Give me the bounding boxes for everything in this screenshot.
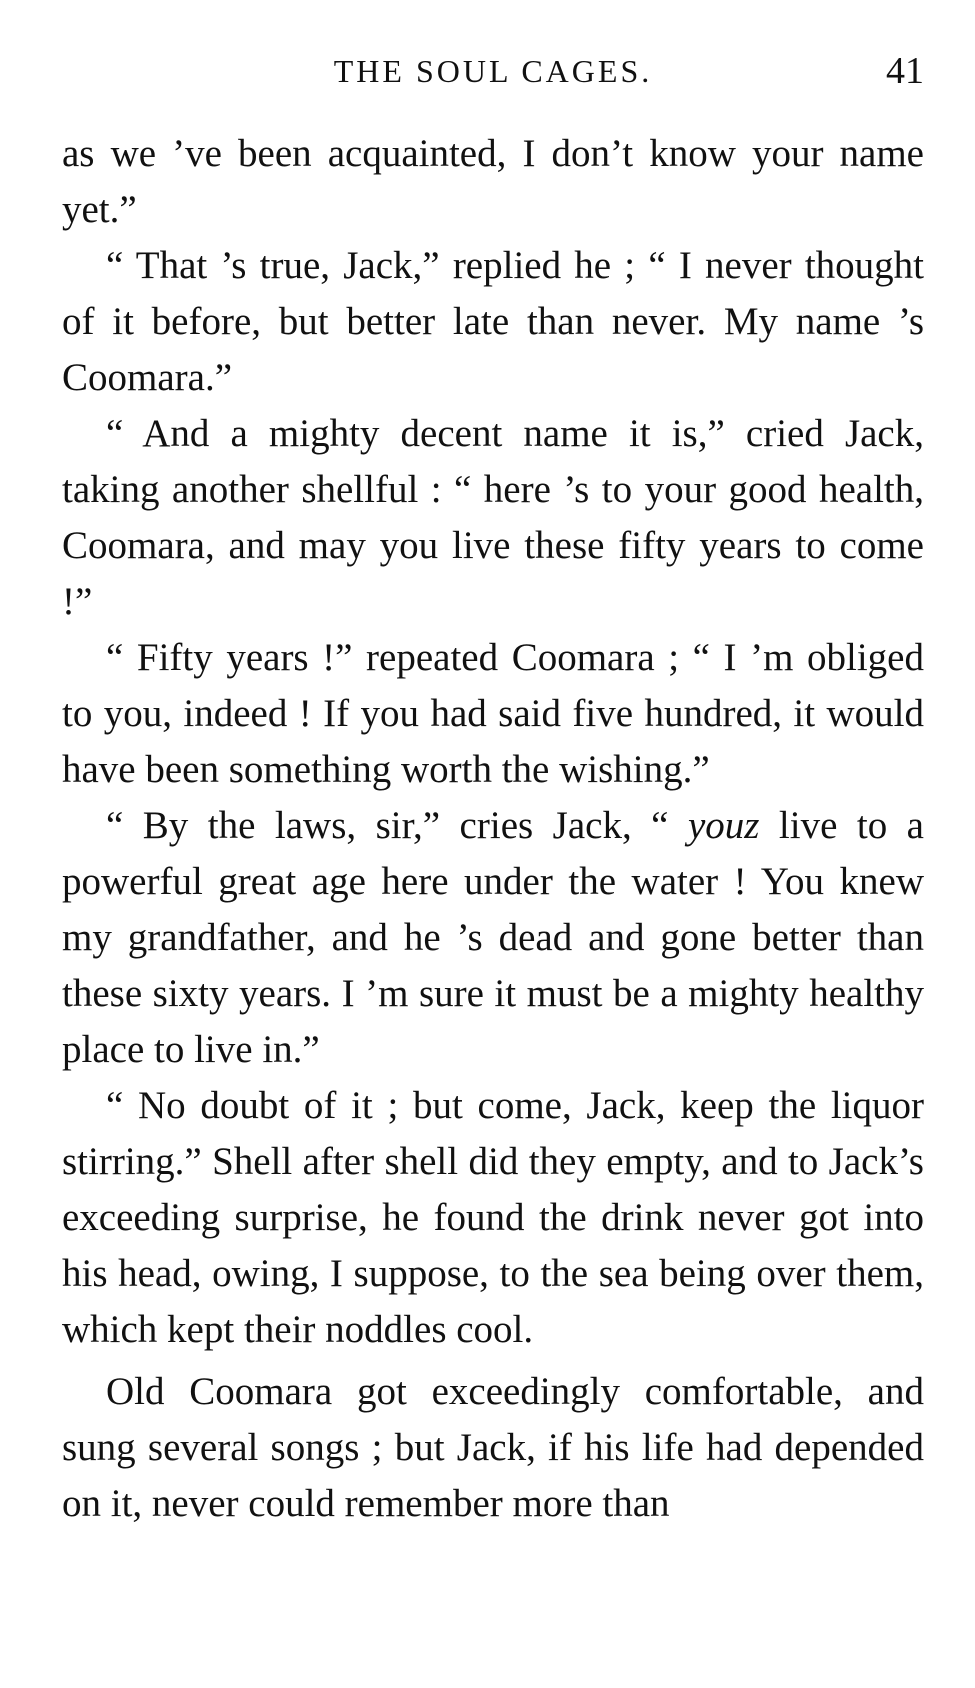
- paragraph: “ Fifty years !” repeated Coomara ; “ I ’m obliged to you, indeed ! If you had said five hundred, it would have been something worth the wishing.”: [62, 636, 924, 791]
- paragraph: as we ’ve been acquainted, I don’t know your name yet.”: [62, 132, 924, 231]
- body-text: [62, 126, 924, 1532]
- running-header: [62, 46, 924, 96]
- paragraph-text: live to a powerful great age here under the water ! You knew my grandfather, and he ’s dead and gone better than these sixty years. I ’m sure it must be a mighty healthy place to live in.”: [62, 804, 924, 1071]
- paragraph: “ That ’s true, Jack,” replied he ; “ I never thought of it before, but better late than never. My name ’s Coomara.”: [62, 244, 924, 399]
- emphasized-word: youz: [687, 804, 760, 847]
- page-number: 41: [886, 50, 924, 92]
- paragraph: “ No doubt of it ; but come, Jack, keep the liquor stirring.” Shell after shell did they empty, and to Jack’s exceeding surprise, he found the drink never got into his head, owing, I suppose, to the sea being over them, which kept their noddles cool.: [62, 1084, 924, 1351]
- running-title: THE SOUL CAGES.: [333, 53, 653, 89]
- paragraph: “ And a mighty decent name it is,” cried Jack, taking another shellful : “ here ’s to your good health, Coomara, and may you live these fifty years to come !”: [62, 412, 924, 623]
- paragraph: Old Coomara got exceedingly comfortable, and sung several songs ; but Jack, if his life had depended on it, never could remember more than: [62, 1370, 924, 1525]
- paragraph: [62, 798, 924, 1078]
- paragraph-text: “ By the laws, sir,” cries Jack, “: [106, 804, 688, 847]
